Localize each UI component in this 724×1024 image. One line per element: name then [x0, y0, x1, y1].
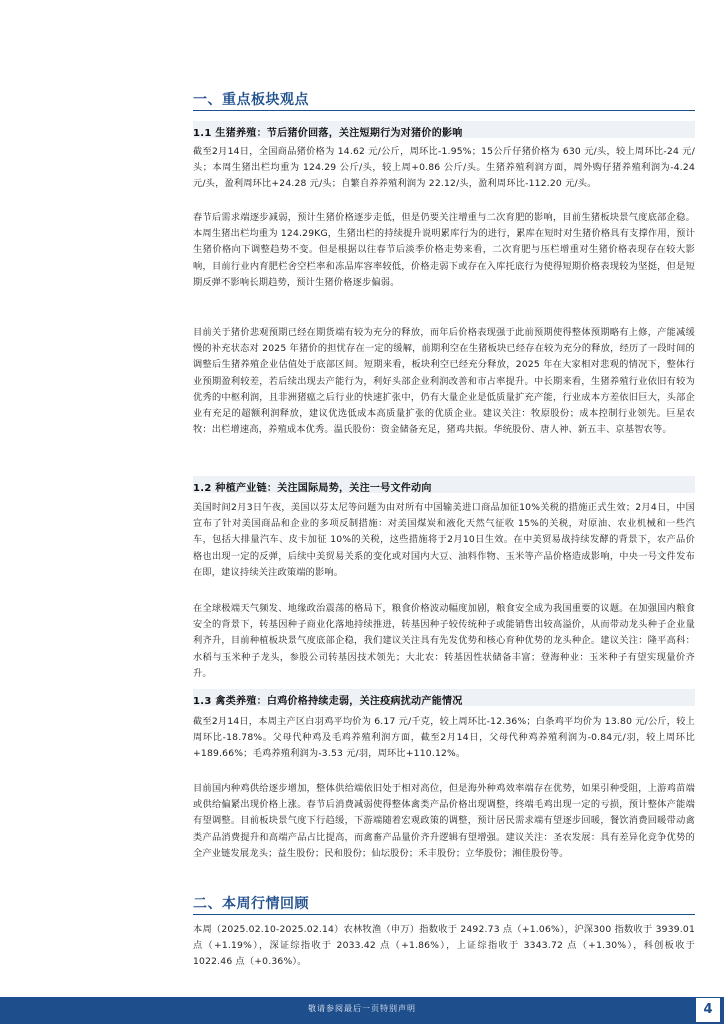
paragraph-trade-tariffs: 美国时间2月3日午夜，美国以芬太尼等问题为由对所有中国输美进口商品加征10%关税的措施正式生效；2月4日，中国宣布了针对美国商品和企业的多项反制措施：对美国煤炭和液化天然气征收 15%的关税，对原油、农业机械和一些汽车，包括大排量汽车、皮卡加征 10%的关税，这些措施将于2月10日生效。在中美贸易战持续发酵的背景下，农产品价格也出现一定的反弹，后续中美贸易关系的变化或对国内大豆、油料作物、玉米等产品价格造成影响，中央一号文件发布在即，建议持续关注政策端的影响。: [193, 502, 695, 578]
subsection-heading-planting-chain: 1.2 种植产业链：关注国际局势，关注一号文件动向: [193, 483, 432, 494]
section-heading-rule: [193, 110, 695, 111]
section-heading-market-review: 二、本周行情回顾: [193, 896, 309, 912]
subsection-heading-poultry: 1.3 禽类养殖：白鸡价格持续走弱，关注疫病扰动产能情况: [193, 696, 463, 707]
paragraph-hog-prices: 截至2月14日，全国商品猪价格为 14.62 元/公斤，周环比-1.95%；15公斤仔猪价格为 630 元/头，较上周环比-24 元/头；本周生猪出栏均重为 124.29 公斤/头，较上周+0.86 公斤/头。生猪养殖利润方面，周外购仔猪养殖利润为-4.24 元/头，盈利周环比+24.28 元/头；自繁自养养殖利润为 22.12/头，盈利周环比-112.20 元/头。: [193, 146, 695, 190]
paragraph-market-review: 本周（2025.02.10-2025.02.14）农林牧渔（申万）指数收于 2492.73 点（+1.06%），沪深300 指数收于 3939.01 点（+1.19%），深证综指收于 2033.42 点（+1.86%），上证综指收于 3343.72 点（+1.30%），科创板收于 1022.46 点（+0.36%）。: [193, 924, 695, 968]
paragraph-seed-industry: 在全球极端天气频发、地缘政治震荡的格局下，粮食价格波动幅度加剧，粮食安全成为我国重要的议题。在加强国内粮食安全的背景下，转基因种子商业化落地持续推进，转基因种子较传统种子或能销售出较高溢价，从而带动龙头种子企业量利齐升，目前种植板块景气度底部企稳，我们建议关注具有先发优势和核心育种优势的龙头种企。建议关注：隆平高科：水稻与玉米种子龙头，参股公司转基因技术领先；大北农：转基因性状储备丰富；登海种业：玉米种子有望实现量价齐升。: [193, 603, 695, 679]
section-heading-rule: [193, 914, 695, 915]
section-heading-key-views: 一、重点板块观点: [193, 92, 309, 108]
paragraph-hog-recommendations: 目前关于猪价悲观预期已经在期货端有较为充分的释放，而年后价格表现强于此前预期使得整体预期略有上修，产能减缓慢的补充状态对 2025 年猪价的担忧存在一定的缓解，前期利空在生猪板块已经存在较为充分的释放，经历了一段时间的调整后生猪养殖企业估值处于底部区间。短期来看，板块利空已经充分释放，2025 年在大家相对悲观的情况下，整体行业预期盈利较差，若后续出现去产能行为，利好头部企业利润改善和市占率提升。中长期来看，生猪养殖行业依旧有较为优秀的中枢利润，且非洲猪瘟之后行业的快速扩张中，仍有大量企业是低质量扩充产能，行业成本方差依旧巨大，头部企业有充足的超额利润释放，建议优选低成本高质量扩张的优质企业。建议关注：牧原股份；成本控制行业领先。巨星农牧：出栏增速高，养殖成本优秀。温氏股份：资金储备充足，猪鸡共振。华统股份、唐人神、新五丰、京基智农等。: [193, 327, 695, 436]
paragraph-poultry-outlook: 目前国内种鸡供给逐步增加，整体供给端依旧处于相对高位，但是海外种鸡效率端存在优势，如果引种受阻，上游鸡苗端或供给偏紧出现价格上涨。春节后消费减弱使得整体禽类产品价格出现调整，终端毛鸡出现一定的亏损，预计整体产能端有望调整。目前板块景气度下行趋缓，下游端随着宏观政策的调整，预计居民需求端有望逐步回暖，餐饮消费回暖带动禽类产品消费提升和高端产品占比提高，而禽畜产品量价齐升逻辑有望增强。建议关注：圣农发展：具有差异化竞争优势的全产业链发展龙头；益生股份；民和股份；仙坛股份；禾丰股份；立华股份；湘佳股份等。: [193, 783, 695, 859]
paragraph-hog-outlook: 春节后需求端逐步减弱，预计生猪价格逐步走低，但是仍要关注增重与二次育肥的影响，目前生猪板块景气度底部企稳。本周生猪出栏均重为 124.29KG，生猪出栏的持续提升说明累库行为的进行，累库在短时对生猪价格具有支撑作用，预计生猪价格向下调整趋势不变。但是根据以往春节后淡季价格走势来看，二次育肥与压栏增重对生猪价格表现存在较大影响，目前行业内育肥栏舍空栏率和冻品库容率较低，价格走弱下或存在入库托底行为使得短期价格表现较为坚挺，但是短期反弹不影响长期趋势，预计生猪价格逐步偏弱。: [193, 212, 695, 288]
paragraph-poultry-prices: 截至2月14日，本周主产区白羽鸡平均价为 6.17 元/千克，较上周环比-12.36%；白条鸡平均价为 13.80 元/公斤，较上周环比-18.78%。父母代种鸡及毛鸡养殖利润方面，截至2月14日，父母代种鸡养殖利润为-0.84元/羽，较上周环比+189.66%；毛鸡养殖利润为-3.53 元/羽，周环比+110.12%。: [193, 716, 695, 760]
subsection-heading-hog-farming: 1.1 生猪养殖：节后猪价回落，关注短期行为对猪价的影响: [193, 128, 463, 139]
footer-disclaimer: 敬请参阅最后一页特别声明: [308, 1004, 416, 1013]
page-number: 4: [696, 998, 720, 1022]
